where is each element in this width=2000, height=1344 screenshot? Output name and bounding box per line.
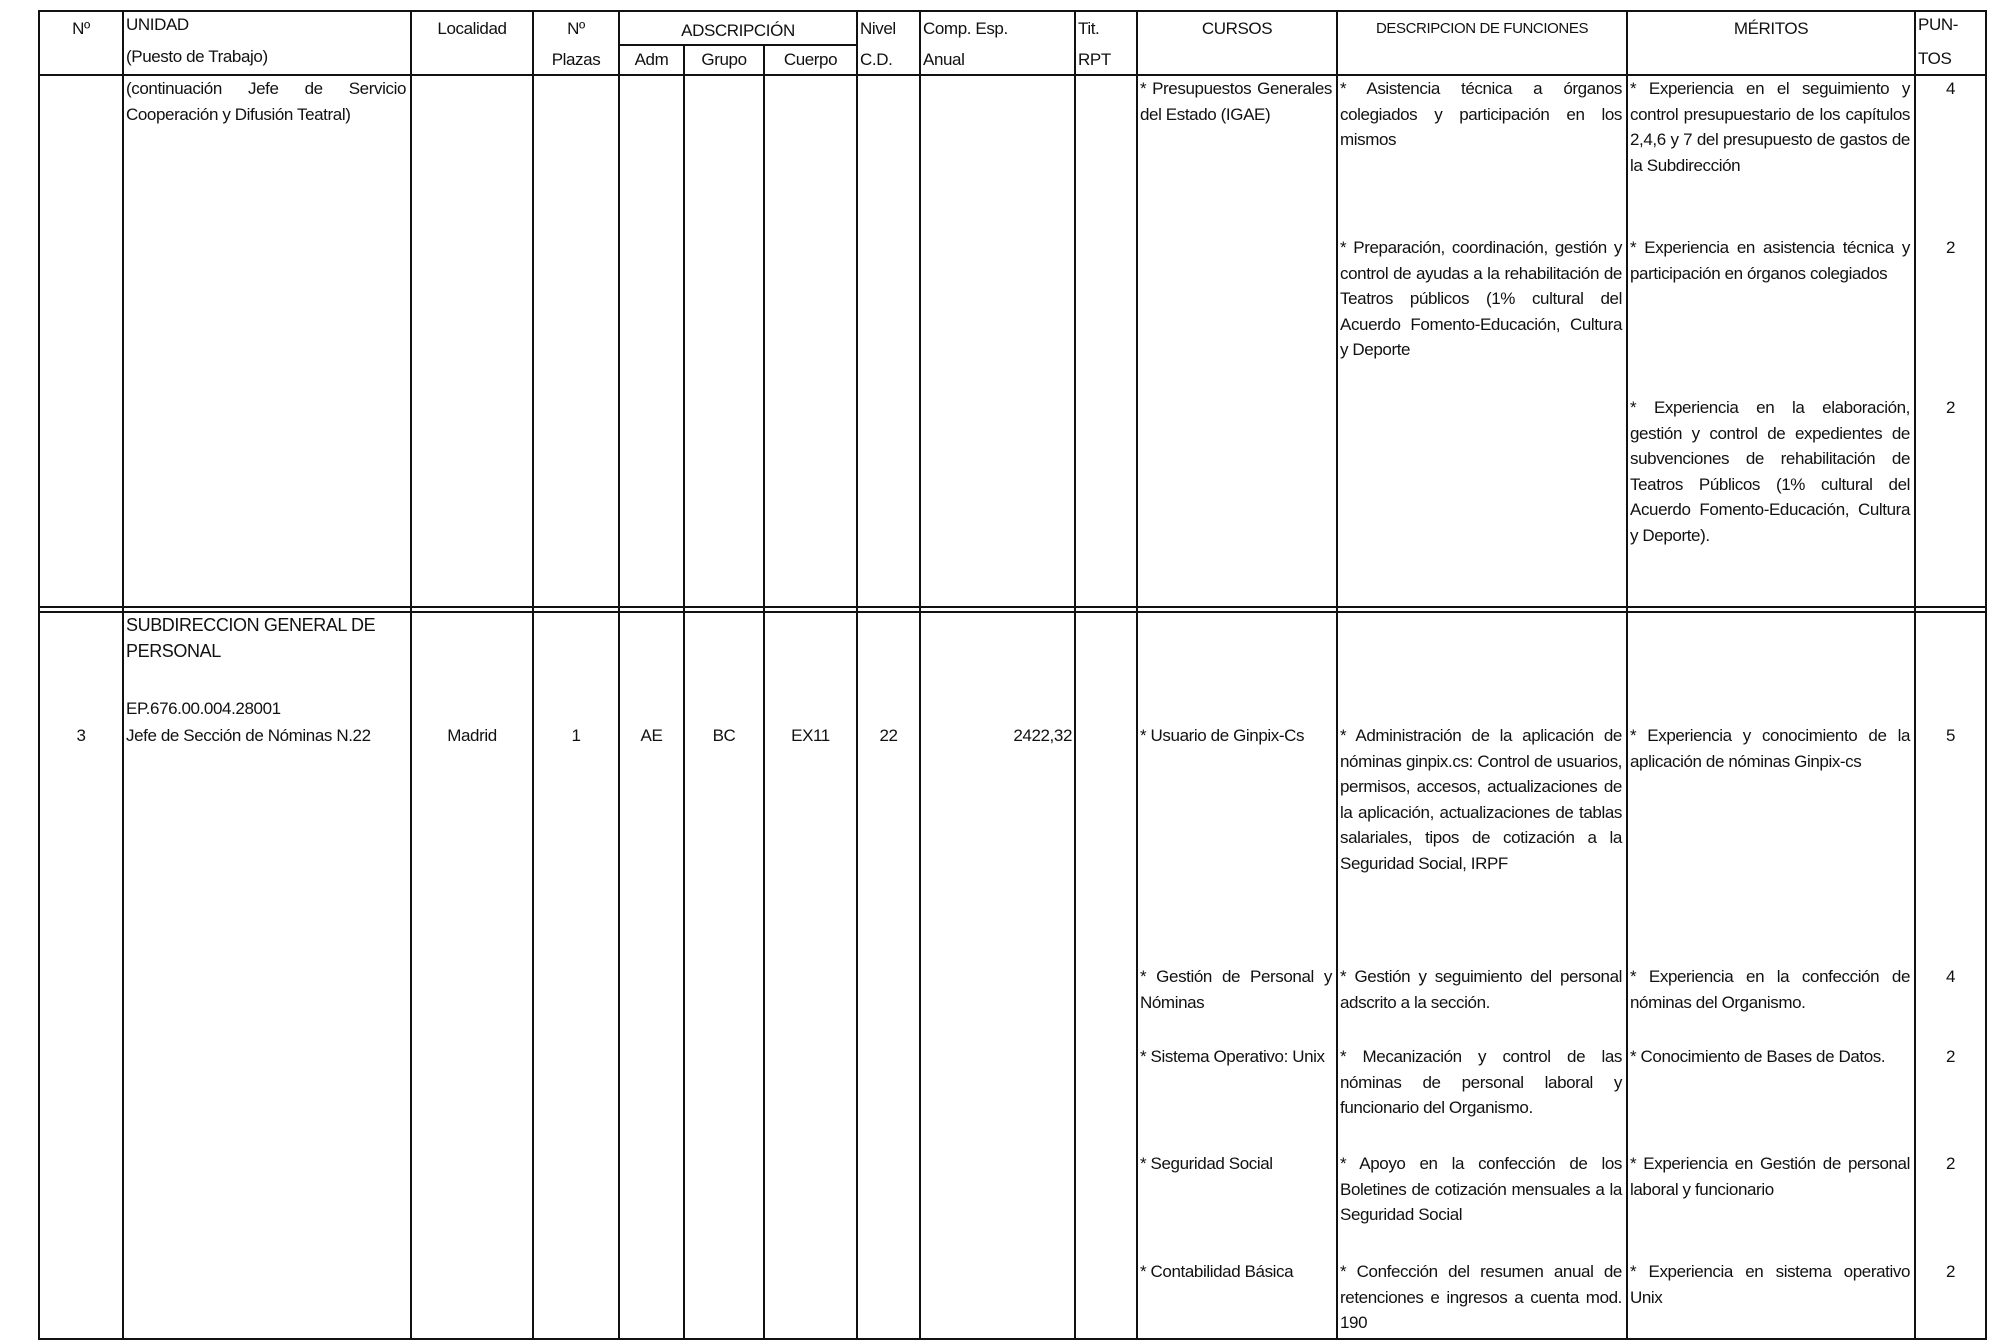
funcion-cell: * Asistencia técnica a órganos colegiados y participación en los mismos <box>1340 79 1622 149</box>
merito-cell: * Experiencia en el seguimiento y control presupuestario de los capítulos 2,4,6 y 7 del presupuesto de gastos de la Subdirección <box>1630 79 1910 175</box>
header-unidad: UNIDAD <box>126 15 189 34</box>
header-meritos: MÉRITOS <box>1733 19 1809 38</box>
merito-cell: * Conocimiento de Bases de Datos. <box>1630 1047 1886 1066</box>
merito-cell: * Experiencia en Gestión de personal laboral y funcionario <box>1630 1154 1910 1199</box>
puntos-cell: 5 <box>1945 726 1956 745</box>
plazas-cell: 1 <box>571 726 581 745</box>
header-puesto: (Puesto de Trabajo) <box>126 47 268 66</box>
funcion-cell: * Apoyo en la confección de los Boletines de cotización mensuales a la Seguridad Social <box>1340 1154 1622 1224</box>
merito-cell: * Experiencia en la confección de nóminas del Organismo. <box>1630 967 1910 1012</box>
curso-cell: * Seguridad Social <box>1140 1154 1273 1173</box>
funcion-cell: * Mecanización y control de las nóminas de personal laboral y funcionario del Organismo. <box>1340 1047 1622 1117</box>
header-nivel-2: C.D. <box>860 50 893 69</box>
no-cell: 3 <box>76 726 86 745</box>
header-adm: Adm <box>634 50 669 69</box>
merito-cell: * Experiencia en asistencia técnica y participación en órganos colegiados <box>1630 238 1910 283</box>
funcion-cell: * Gestión y seguimiento del personal adscrito a la sección. <box>1340 967 1622 1012</box>
funcion-cell: * Preparación, coordinación, gestión y control de ayudas a la rehabilitación de Teatros públicos (1% cultural del Acuerdo Fomento-Educación, Cultura y Deporte <box>1340 238 1622 359</box>
grupo-cell: BC <box>712 726 736 745</box>
curso-cell: * Presupuestos Generales del Estado (IGAE) <box>1140 79 1332 124</box>
unidad-cell: (continuación Jefe de Servicio Cooperación y Difusión Teatral) <box>126 79 406 124</box>
puntos-cell: 2 <box>1945 1047 1956 1066</box>
merito-cell: * Experiencia y conocimiento de la aplicación de nóminas Ginpix-cs <box>1630 726 1910 771</box>
puntos-cell: 2 <box>1945 1262 1956 1281</box>
header-no: Nº <box>72 19 90 38</box>
puesto-name: Jefe de Sección de Nóminas N.22 <box>126 726 371 745</box>
header-plazas-1: Nº <box>567 19 585 38</box>
header-puntos-1: PUN- <box>1918 15 1958 34</box>
curso-cell: * Contabilidad Básica <box>1140 1262 1294 1281</box>
header-cuerpo: Cuerpo <box>783 50 838 69</box>
header-adscripcion: ADSCRIPCIÓN <box>681 21 795 40</box>
merito-cell: * Experiencia en la elaboración, gestión y control de expedientes de subvenciones de rehabilitación de Teatros Públicos (1% cultural del Acuerdo Fomento-Educación, Cultura y Deporte). <box>1630 398 1910 545</box>
header-puntos-2: TOS <box>1918 49 1952 68</box>
curso-cell: * Usuario de Ginpix-Cs <box>1140 726 1305 745</box>
header-funciones: DESCRIPCION DE FUNCIONES <box>1375 20 1589 37</box>
header-plazas-2: Plazas <box>551 50 601 69</box>
nivel-cell: 22 <box>879 726 898 745</box>
header-tit-2: RPT <box>1078 50 1111 69</box>
header-comp-1: Comp. Esp. <box>923 19 1008 38</box>
funcion-cell: * Confección del resumen anual de retenciones e ingresos a cuenta mod. 190 <box>1340 1262 1622 1332</box>
header-nivel-1: Nivel <box>860 19 896 38</box>
unidad-title: SUBDIRECCION GENERAL DE PERSONAL <box>126 615 376 661</box>
puesto-code: EP.676.00.004.28001 <box>126 699 281 718</box>
curso-cell: * Gestión de Personal y Nóminas <box>1140 967 1332 1012</box>
header-cursos: CURSOS <box>1201 19 1273 38</box>
funcion-cell: * Administración de la aplicación de nóminas ginpix.cs: Control de usuarios, permisos, accesos, actualizaciones de la aplicación, actualizaciones de tablas salariales, tipos de cotización a la Seguridad Social, IRPF <box>1340 726 1622 873</box>
puntos-cell: 4 <box>1945 967 1956 986</box>
puntos-cell: 4 <box>1945 79 1956 98</box>
header-grupo: Grupo <box>701 50 747 69</box>
puntos-cell: 2 <box>1945 1154 1956 1173</box>
merito-cell: * Experiencia en sistema operativo Unix <box>1630 1262 1910 1307</box>
comp-cell: 2422,32 <box>1013 726 1072 745</box>
header-comp-2: Anual <box>923 50 965 69</box>
header-tit-1: Tit. <box>1078 19 1100 38</box>
localidad-cell: Madrid <box>447 726 497 745</box>
puntos-cell: 2 <box>1945 398 1956 417</box>
cuerpo-cell: EX11 <box>791 726 830 745</box>
puntos-cell: 2 <box>1945 238 1956 257</box>
adm-cell: AE <box>640 726 663 745</box>
curso-cell: * Sistema Operativo: Unix <box>1140 1047 1325 1066</box>
header-localidad: Localidad <box>437 19 507 38</box>
